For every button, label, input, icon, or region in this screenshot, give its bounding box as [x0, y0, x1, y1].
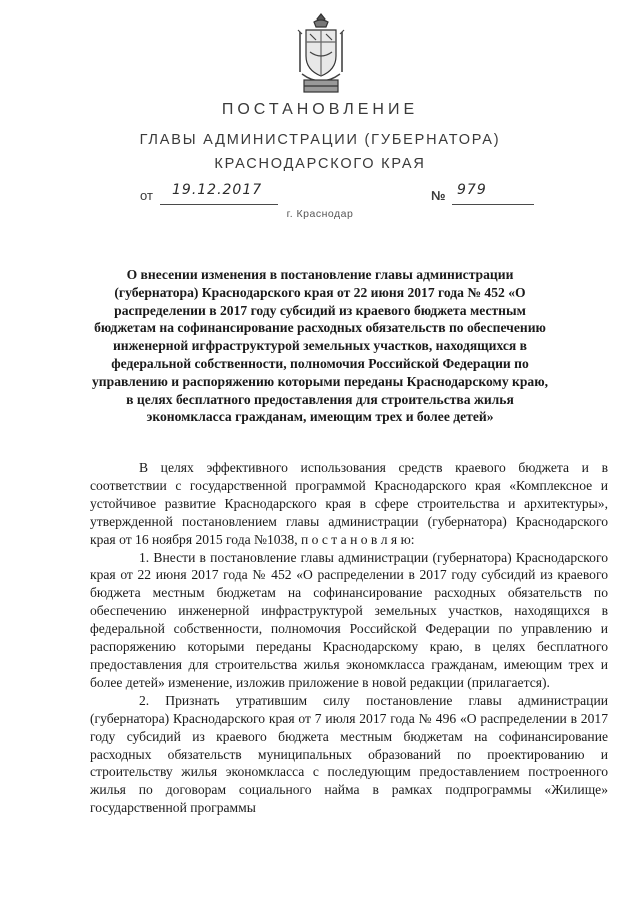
handwritten-number: 979	[457, 182, 487, 198]
document-body	[90, 459, 608, 817]
region-heading: КРАСНОДАРСКОГО КРАЯ	[214, 156, 426, 172]
handwritten-date: 19.12.2017	[172, 182, 263, 198]
city-label: г. Краснодар	[286, 208, 354, 220]
number-underline	[452, 204, 534, 205]
date-underline	[160, 204, 278, 205]
issuing-authority-heading: ГЛАВЫ АДМИНИСТРАЦИИ (ГУБЕРНАТОРА)	[139, 132, 501, 148]
clause-2-paragraph: 2. Признать утратившим силу постановление главы администрации (губернатора) Краснодарского края от 7 июля 2017 года № 496 «О распределении в 2017 году субсидий из краевого бюджета местным бюджетам на софинансирование расходных обязательств муниципальных образований по проектированию и строительству жилья экономкласса с последующим предоставлением построенного жилья по договорам социального найма в рамках подпрограммы «Жилище» государственной программы	[90, 692, 608, 816]
date-prefix-label: от	[140, 188, 153, 203]
preamble-paragraph: В целях эффективного использования средств краевого бюджета и в соответствии с государственной программой Краснодарского края «Комплексное и устойчивое развитие Краснодарского края в сфере строительства и архитектуры», утвержденной постановлением главы администрации (губернатора) Краснодарского края от 16 ноября 2015 года №1038, п о с т а н о в л я ю:	[90, 460, 608, 547]
document-type-heading: ПОСТАНОВЛЕНИЕ	[221, 101, 419, 118]
document-title: О внесении изменения в постановление главы администрации (губернатора) Краснодарского края от 22 июня 2017 года № 452 «О распределении в 2017 году субсидий из краевого бюджета местным бюджетам на софинансирование расходных обязательств по обеспечению инженерной игфраструктурой земельных участков, находящихся в федеральной собственности, полномочия Российской Федерации по управлению и распоряжению которыми переданы Краснодарскому краю, в целях бесплатного предоставления для строительства жилья экономкласса гражданам, имеющим трех и более детей»	[92, 267, 548, 425]
clause-1-paragraph: 1. Внести в постановление главы администрации (губернатора) Краснодарского края от 22 июня 2017 года № 452 «О распределении в 2017 году субсидий из краевого бюджета местным бюджетам на софинансирование расходных обязательств по обеспечению инженерной инфраструктурой земельных участков, находящихся в федеральной собственности, полномочия Российской Федерации по управлению и распоряжению которыми переданы Краснодарскому краю, в целях бесплатного предоставления для строительства жилья экономкласса гражданам, имеющим трех и более детей» изменение, изложив приложение в новой редакции (прилагается).	[90, 549, 608, 690]
krasnodar-coat-of-arms-emblem	[296, 12, 346, 96]
number-label: №	[431, 188, 446, 203]
